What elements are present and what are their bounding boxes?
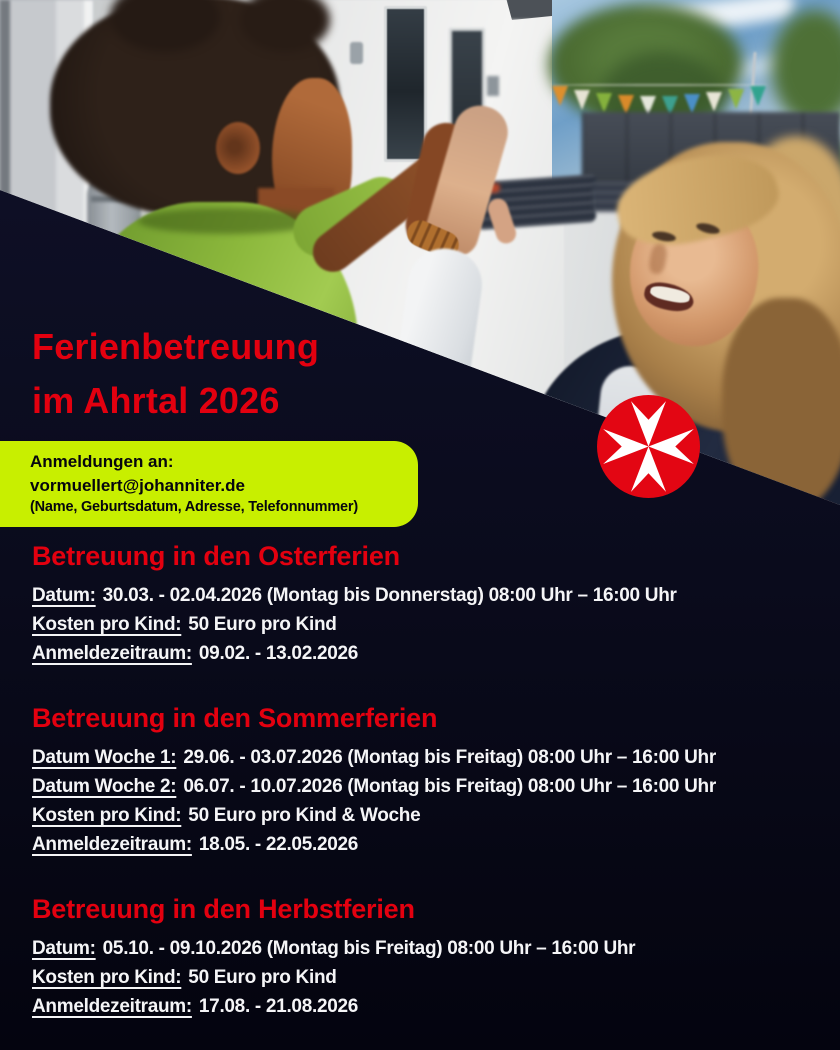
- row-value: 50 Euro pro Kind: [188, 967, 337, 988]
- row-label: Kosten pro Kind:: [32, 967, 182, 988]
- info-row: [32, 581, 822, 610]
- bunting-flag: [574, 90, 590, 110]
- photo-vent: [487, 76, 499, 96]
- info-row: [32, 830, 822, 859]
- row-value: 29.06. - 03.07.2026 (Montag bis Freitag) 08:00 Uhr – 16:00 Uhr: [183, 747, 716, 768]
- info-row: [32, 934, 822, 963]
- row-value: 50 Euro pro Kind: [188, 614, 337, 635]
- contact-required-info: (Name, Geburtsdatum, Adresse, Telefonnummer): [30, 499, 358, 515]
- info-row: [32, 772, 822, 801]
- contact-box: [0, 441, 418, 527]
- row-label: Kosten pro Kind:: [32, 805, 182, 826]
- contact-email: vormuellert@johanniter.de: [30, 476, 245, 495]
- section-sommerferien: [32, 702, 822, 859]
- row-label: Datum Woche 2:: [32, 776, 177, 797]
- row-label: Datum Woche 1:: [32, 747, 177, 768]
- bunting-flag: [684, 94, 700, 114]
- info-row: [32, 801, 822, 830]
- photo-window-1: [384, 6, 427, 162]
- row-value: 18.05. - 22.05.2026: [198, 834, 359, 855]
- info-row: [32, 743, 822, 772]
- section-heading: Betreuung in den Sommerferien: [32, 703, 438, 733]
- row-value: 09.02. - 13.02.2026: [198, 643, 359, 664]
- page-title: [32, 320, 319, 428]
- info-row: [32, 992, 822, 1021]
- row-label: Kosten pro Kind:: [32, 614, 182, 635]
- bunting-flag: [728, 89, 744, 109]
- row-value: 50 Euro pro Kind & Woche: [188, 805, 421, 826]
- info-sections: [32, 540, 822, 1050]
- bunting-flag: [706, 92, 722, 112]
- row-label: Datum:: [32, 585, 96, 606]
- row-value: 17.08. - 21.08.2026: [198, 996, 359, 1017]
- row-value: 05.10. - 09.10.2026 (Montag bis Freitag) 08:00 Uhr – 16:00 Uhr: [102, 938, 636, 959]
- info-row: [32, 639, 822, 668]
- bunting-flag: [596, 93, 612, 113]
- section-osterferien: [32, 540, 822, 668]
- contact-box-label: Anmeldungen an:: [30, 452, 174, 471]
- johanniter-logo: [597, 395, 700, 498]
- page-title-line1: Ferienbetreuung: [32, 326, 320, 367]
- info-row: [32, 963, 822, 992]
- page-title-line2: im Ahrtal 2026: [32, 380, 280, 421]
- bunting-flag: [552, 86, 568, 106]
- section-herbstferien: [32, 893, 822, 1021]
- bunting-flag: [750, 86, 766, 106]
- row-label: Anmeldezeitraum:: [32, 834, 192, 855]
- photo-wall-lamp: [350, 42, 363, 64]
- row-value: 30.03. - 02.04.2026 (Montag bis Donnerstag) 08:00 Uhr – 16:00 Uhr: [102, 585, 677, 606]
- row-label: Datum:: [32, 938, 96, 959]
- row-label: Anmeldezeitraum:: [32, 643, 192, 664]
- section-heading: Betreuung in den Herbstferien: [32, 894, 415, 924]
- maltese-cross-icon: [597, 395, 700, 498]
- section-heading: Betreuung in den Osterferien: [32, 541, 400, 571]
- row-label: Anmeldezeitraum:: [32, 996, 192, 1017]
- child-ear: [216, 122, 260, 174]
- info-row: [32, 610, 822, 639]
- row-value: 06.07. - 10.07.2026 (Montag bis Freitag) 08:00 Uhr – 16:00 Uhr: [183, 776, 716, 797]
- caregiver-hair: [722, 298, 840, 510]
